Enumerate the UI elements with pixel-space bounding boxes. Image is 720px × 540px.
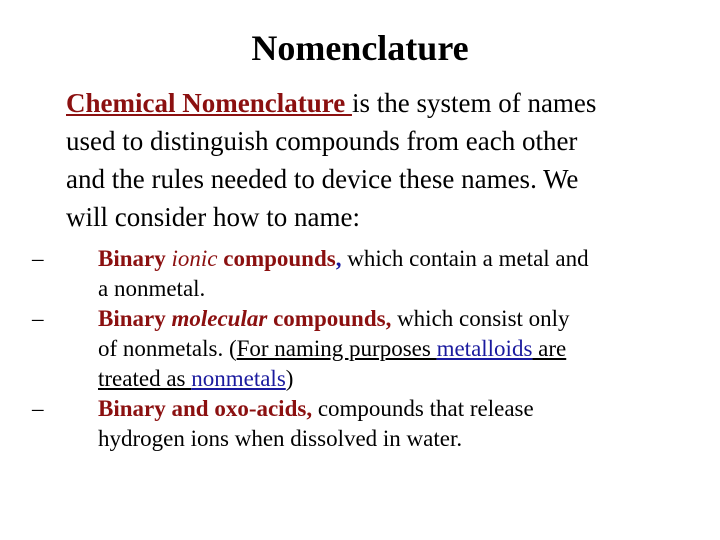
bullet-term: Binary (98, 306, 172, 331)
bullet-underlined: are (532, 336, 567, 361)
intro-line-2: used to distinguish compounds from each other (66, 126, 578, 156)
bullet-item-ionic (32, 244, 712, 304)
bullet-underlined: treated as (98, 366, 192, 391)
bullet-dash: – (32, 246, 44, 271)
bullet-list (32, 244, 712, 454)
bullet-term: compounds (217, 246, 336, 271)
bullet-text: hydrogen ions when dissolved in water. (98, 426, 463, 451)
bullet-dash: – (32, 306, 44, 331)
intro-term: Chemical Nomenclature (66, 88, 352, 118)
intro-line-3: and the rules needed to device these names. We (66, 164, 579, 194)
bullet-term: Binary (98, 246, 172, 271)
bullet-item-molecular (32, 304, 712, 394)
bullet-underlined: For naming purposes (236, 336, 437, 361)
intro-line-4: will consider how to name: (66, 202, 360, 232)
bullet-text: which contain a metal and (341, 246, 589, 271)
bullet-text: of nonmetals. ( (98, 336, 237, 361)
bullet-term: Binary and oxo-acids, (98, 396, 313, 421)
bullet-dash: – (32, 396, 44, 421)
bullet-text: compounds that release (312, 396, 534, 421)
bullet-text: ) (285, 366, 294, 391)
bullet-text: a nonmetal. (98, 276, 206, 301)
bullet-term-italic: ionic (171, 246, 218, 271)
intro-paragraph (66, 84, 706, 236)
bullet-term: compounds, (267, 306, 392, 331)
page-title: Nomenclature (251, 28, 469, 68)
bullet-item-acids (32, 394, 712, 454)
bullet-text: which consist only (391, 306, 570, 331)
nonmetals-link[interactable]: nonmetals (191, 366, 286, 391)
bullet-term-italic: molecular (171, 306, 268, 331)
intro-line-1: is the system of names (351, 88, 597, 118)
metalloids-link[interactable]: metalloids (436, 336, 533, 361)
bullet-comma: , (335, 246, 342, 271)
